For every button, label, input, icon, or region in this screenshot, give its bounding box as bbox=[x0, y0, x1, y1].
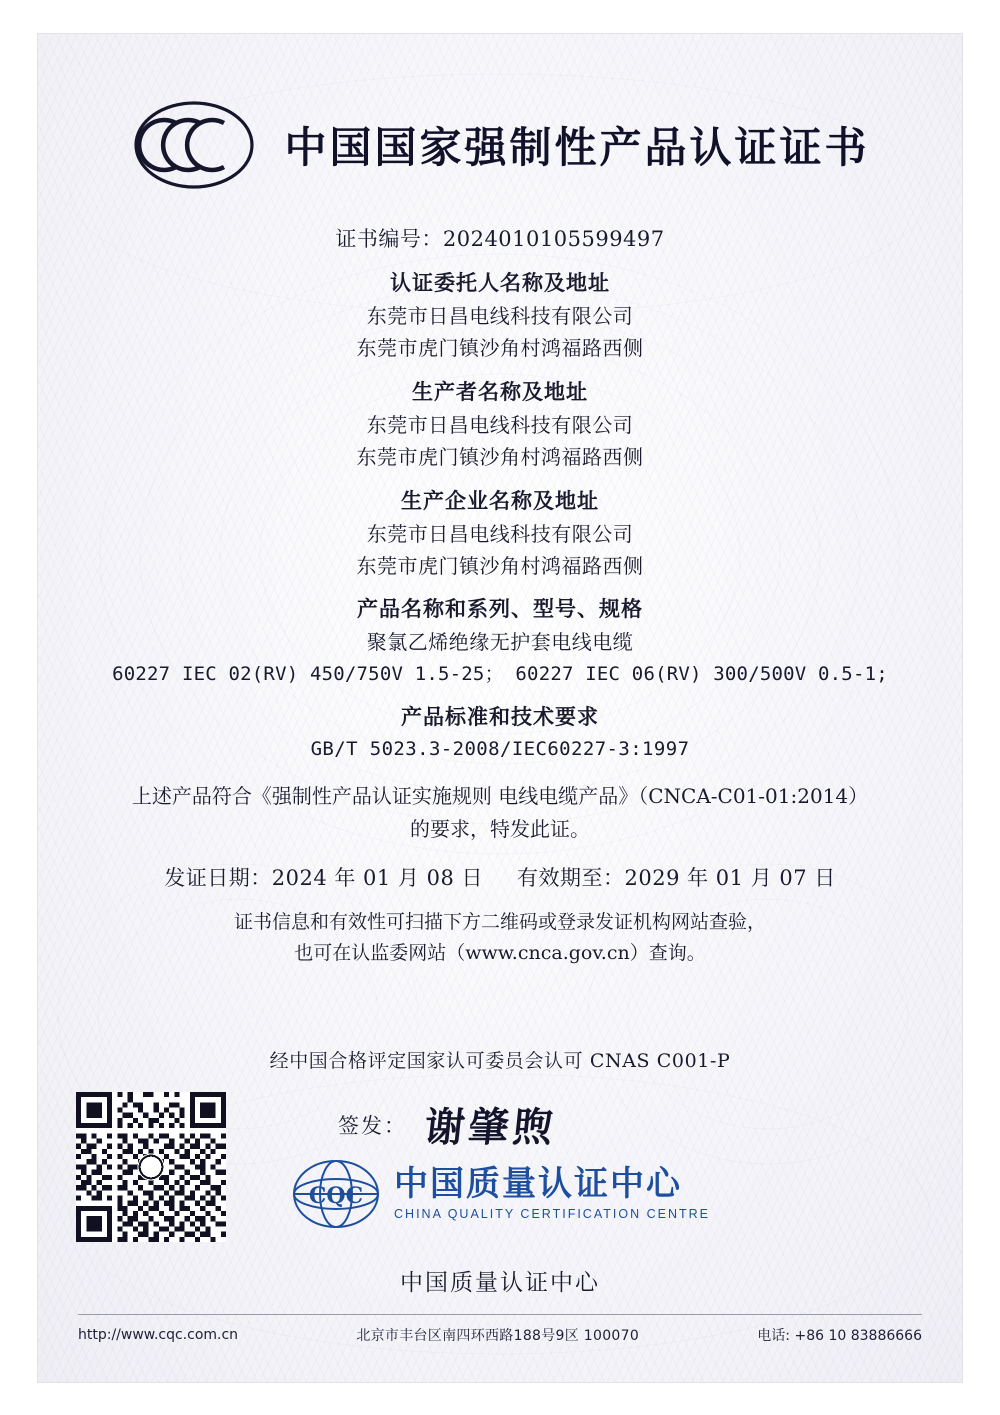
expiry-date-value: 2029 年 01 月 07 日 bbox=[624, 866, 836, 891]
producer-address: 东莞市虎门镇沙角村鸿福路西侧 bbox=[356, 445, 644, 470]
applicant-address: 东莞市虎门镇沙角村鸿福路西侧 bbox=[356, 336, 644, 361]
manufacturer-address: 东莞市虎门镇沙角村鸿福路西侧 bbox=[356, 554, 644, 579]
footer-website[interactable]: http://www.cqc.com.cn bbox=[78, 1327, 239, 1343]
certificate-header bbox=[38, 90, 962, 200]
producer-heading: 生产者名称及地址 bbox=[412, 378, 588, 404]
certificate-page bbox=[38, 34, 962, 1382]
issuer-name: 中国质量认证中心 bbox=[400, 1270, 600, 1296]
footer-divider bbox=[78, 1314, 922, 1315]
applicant-name: 东莞市日昌电线科技有限公司 bbox=[366, 304, 634, 329]
cnas-accreditation-line: 经中国合格评定国家认可委员会认可 CNAS C001-P bbox=[269, 1050, 731, 1072]
product-spec: 60227 IEC 02(RV) 450/750V 1.5-25； 60227 IEC 06(RV) 300/500V 0.5-1; bbox=[112, 662, 888, 685]
signature-name: 谢肇煦 bbox=[422, 1104, 560, 1151]
standard-heading: 产品标准和技术要求 bbox=[401, 703, 599, 729]
certificate-number-value: 2024010105599497 bbox=[442, 227, 665, 251]
verification-note-line-2: 也可在认监委网站（www.cnca.gov.cn）查询。 bbox=[294, 941, 706, 964]
cqc-name-block bbox=[394, 1164, 710, 1221]
product-name: 聚氯乙烯绝缘无护套电线电缆 bbox=[366, 630, 634, 655]
ccc-mark-icon bbox=[130, 97, 258, 193]
cqc-name-en: CHINA QUALITY CERTIFICATION CENTRE bbox=[394, 1206, 710, 1221]
compliance-statement-line-1: 上述产品符合《强制性产品认证实施规则 电线电缆产品》（CNCA-C01-01:2014） bbox=[131, 784, 869, 809]
manufacturer-name: 东莞市日昌电线科技有限公司 bbox=[366, 521, 634, 546]
dates-row bbox=[98, 861, 902, 895]
certificate-number-label: 证书编号： bbox=[335, 227, 443, 251]
standard-value: GB/T 5023.3-2008/IEC60227-3:1997 bbox=[310, 737, 690, 760]
product-heading: 产品名称和系列、型号、规格 bbox=[357, 596, 643, 622]
signature-label: 签发： bbox=[338, 1113, 407, 1138]
page-title: 中国国家强制性产品认证证书 bbox=[284, 123, 870, 172]
producer-name: 东莞市日昌电线科技有限公司 bbox=[366, 412, 634, 437]
signature-row bbox=[338, 1096, 560, 1153]
cqc-logo-icon bbox=[290, 1156, 382, 1232]
verification-note-line-1: 证书信息和有效性可扫描下方二维码或登录发证机构网站查验， bbox=[233, 911, 766, 934]
compliance-statement-line-2: 的要求，特发此证。 bbox=[410, 816, 590, 841]
compliance-statement bbox=[98, 780, 902, 845]
certificate-body bbox=[98, 222, 902, 969]
issue-date-label: 发证日期： bbox=[164, 866, 272, 891]
svg-text:CQC: CQC bbox=[308, 1183, 364, 1209]
manufacturer-heading: 生产企业名称及地址 bbox=[401, 487, 599, 513]
footer-address: 北京市丰台区南四环西路188号9区 100070 bbox=[356, 1328, 640, 1344]
applicant-heading: 认证委托人名称及地址 bbox=[390, 270, 610, 296]
certificate-number-row bbox=[98, 222, 902, 256]
issue-date-value: 2024 年 01 月 08 日 bbox=[271, 866, 483, 891]
footer bbox=[78, 1325, 922, 1345]
cqc-logo-block bbox=[38, 1156, 962, 1232]
footer-phone: 电话: +86 10 83886666 bbox=[757, 1328, 922, 1344]
cqc-name-cn: 中国质量认证中心 bbox=[394, 1164, 683, 1205]
expiry-date-label: 有效期至： bbox=[517, 866, 625, 891]
verification-note bbox=[98, 907, 902, 969]
